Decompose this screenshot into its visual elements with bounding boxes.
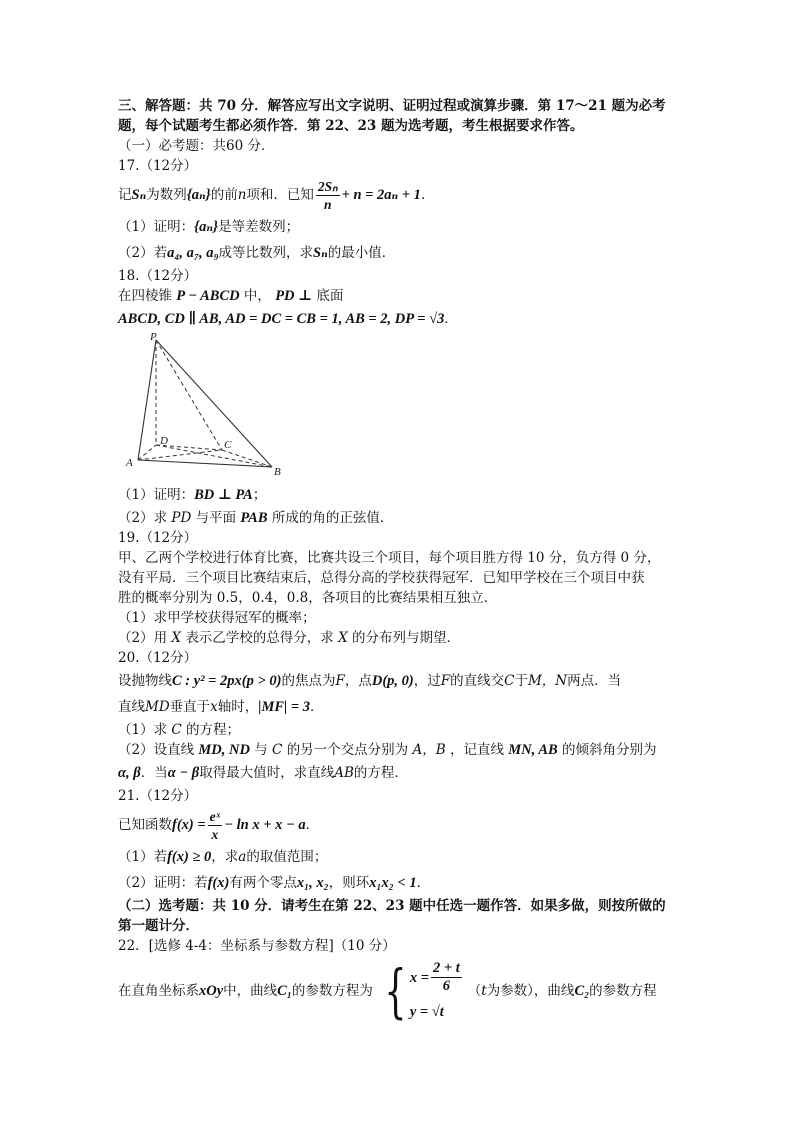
q20-part2-2 xyxy=(118,760,678,786)
text: 两点．当 xyxy=(567,673,622,689)
fraction-denominator: x xyxy=(211,826,219,842)
text: 轴时， xyxy=(217,699,259,715)
text: 表示乙学校的总得分，求 xyxy=(185,630,334,646)
label-B: B xyxy=(274,466,281,478)
fraction xyxy=(431,960,462,995)
text: ，求 xyxy=(211,849,239,865)
q20-stem-1 xyxy=(118,668,678,694)
math-lines: MD, ND xyxy=(198,742,250,758)
math-x-lhs: x = xyxy=(409,969,429,986)
math-c: C xyxy=(171,722,182,738)
q22-header: 22．[选修 4-4：坐标系与参数方程]（10 分） xyxy=(118,938,396,954)
fraction-numerator: 2 + t xyxy=(432,960,460,976)
text: （2）求 xyxy=(118,510,168,526)
text: （2）证明：若 xyxy=(118,875,208,891)
q17-header: 17.（12分） xyxy=(118,158,198,174)
text: 的最小值． xyxy=(327,245,396,261)
math-ab: A，B xyxy=(412,742,446,758)
q19-part2 xyxy=(118,628,678,648)
text: 的参数方程 xyxy=(589,983,657,999)
text: 的前 xyxy=(210,187,238,203)
text: 的直线交 xyxy=(450,673,505,689)
fraction-numerator: 2Sₙ xyxy=(317,178,338,194)
math-diff: α − β xyxy=(167,765,200,781)
math-f: F xyxy=(335,673,345,689)
math-n: n xyxy=(237,187,247,203)
label-C: C xyxy=(224,439,232,451)
text: 为数列 xyxy=(146,187,187,203)
text: ． xyxy=(310,699,324,715)
text: ，记直线 xyxy=(449,742,504,758)
text: 与 xyxy=(254,742,268,758)
section-heading: 三、解答题：共 70 分．解答应写出文字说明、证明过程或演算步骤．第 17～21 题为必考 xyxy=(118,98,666,114)
math-ineq: x₁x₂ < 1 xyxy=(369,875,417,891)
text: （2）若 xyxy=(118,245,168,261)
math-t: t xyxy=(481,983,487,999)
q20-header: 20.（12分） xyxy=(118,650,198,666)
pyramid-figure xyxy=(118,332,678,482)
fraction-denominator: 6 xyxy=(442,978,450,994)
text: ，过 xyxy=(413,673,441,689)
text: ． xyxy=(420,187,435,203)
label-D: D xyxy=(160,435,168,447)
math-ineq: f(x) ≥ 0 xyxy=(167,849,212,865)
text: 已知函数 xyxy=(118,817,172,833)
text: （1）求 xyxy=(118,722,168,738)
q19-part1: （1）求甲学校获得冠军的概率； xyxy=(118,610,316,626)
math-pyramid: P − ABCD xyxy=(176,288,240,304)
optional-heading-cont: 第一题计分． xyxy=(118,918,199,934)
math-fx: f(x) xyxy=(207,875,230,891)
math-tail: − ln x + x − a xyxy=(224,817,306,833)
text: 项和．已知 xyxy=(246,187,314,203)
math-terms: a₄, a₇, a₉ xyxy=(167,245,219,261)
optional-heading: （二）选考题：共 10 分．请考生在第 22、23 题中任选一题作答．如果多做，则按所做的 xyxy=(118,898,666,914)
math-zeros: x₁, x₂ xyxy=(296,875,329,891)
q22-stem xyxy=(118,956,678,1026)
text: 成等比数列，求 xyxy=(218,245,314,261)
math-lines: MN, AB xyxy=(508,742,558,758)
q18-stem xyxy=(118,286,678,306)
system-rows xyxy=(410,960,464,1022)
text: 中，曲线 xyxy=(223,983,278,999)
math-seq: {aₙ} xyxy=(186,187,211,203)
math-fx: f(x) = xyxy=(172,817,206,833)
system-row-y: y = √t xyxy=(409,1004,444,1020)
text: （2）设直线 xyxy=(118,742,195,758)
label-A: A xyxy=(126,457,133,469)
math-x: x xyxy=(210,699,218,715)
math-c: C xyxy=(272,742,283,758)
text: ． xyxy=(444,311,458,327)
text: 与平面 xyxy=(195,510,237,526)
math-a: a xyxy=(238,849,247,865)
fraction-numerator: eˣ xyxy=(209,808,221,824)
edge-AB xyxy=(138,460,272,467)
math-c2: C₂ xyxy=(574,983,590,999)
text: 取得最大值时，求直线 xyxy=(199,765,335,781)
text: 为参数），曲线 xyxy=(486,983,575,999)
text: ； xyxy=(252,487,267,503)
text: ，则环 xyxy=(328,875,370,891)
text: 中， xyxy=(243,288,271,304)
q17-part1 xyxy=(118,214,678,240)
math-pd: PD xyxy=(171,510,192,526)
q18-part1 xyxy=(118,482,678,508)
math-x: X xyxy=(171,630,182,646)
math-sn: Sₙ xyxy=(131,187,147,203)
edge-AC xyxy=(138,450,222,460)
text: 底面 xyxy=(316,288,344,304)
math-seq: {aₙ} xyxy=(194,219,219,235)
math-angles: α, β xyxy=(118,765,141,781)
q21-stem xyxy=(118,806,678,844)
system-row-x xyxy=(410,960,464,995)
label-P: P xyxy=(150,332,157,343)
text: ，点 xyxy=(344,673,372,689)
q20-stem-2 xyxy=(118,694,678,720)
text: 所成的角的正弦值． xyxy=(271,510,394,526)
fraction-denominator: n xyxy=(323,196,332,212)
math-c1: C₁ xyxy=(277,983,292,999)
q19-header: 19.（12分） xyxy=(118,530,198,546)
text: 在四棱锥 xyxy=(118,288,172,304)
math-mn: M，N xyxy=(527,673,568,689)
math-eq: + n = 2aₙ + 1 xyxy=(341,187,421,203)
text: 在直角坐标系 xyxy=(118,983,199,999)
fraction xyxy=(316,178,340,213)
text: 的另一个交点分别为 xyxy=(286,742,409,758)
fraction xyxy=(208,808,223,843)
math-md: MD xyxy=(145,699,170,715)
q17-stem xyxy=(118,176,678,214)
text: ． xyxy=(416,875,431,891)
section-heading-cont: 题，每个试题考生都必须作答．第 22、23 题为选考题，考生根据要求作答。 xyxy=(118,118,584,134)
q21-part1 xyxy=(118,844,678,870)
math-point: D(p, 0) xyxy=(371,673,414,689)
text: ．当 xyxy=(140,765,168,781)
q20-part1 xyxy=(118,720,678,740)
math-ab: AB xyxy=(334,765,354,781)
required-heading: （一）必考题：共60 分． xyxy=(118,138,275,154)
text: 的焦点为 xyxy=(281,673,336,689)
q19-stem-1: 甲、乙两个学校进行体育比赛，比赛共设三个项目，每个项目胜方得 10 分，负方得 0 分， xyxy=(118,550,661,566)
q18-conditions xyxy=(118,306,678,332)
text: 的方程； xyxy=(186,722,241,738)
text: 的倾斜角分别为 xyxy=(561,742,657,758)
exam-page xyxy=(118,96,678,1026)
text: （ xyxy=(467,983,482,999)
math-perp: PD ⊥ xyxy=(275,288,313,304)
q17-part2 xyxy=(118,240,678,266)
text: 是等差数列； xyxy=(218,219,300,235)
q18-part2 xyxy=(118,508,678,528)
math-plane: PAB xyxy=(240,510,268,526)
pyramid-diagram xyxy=(124,332,284,482)
text: （1）若 xyxy=(118,849,168,865)
q20-part2-1 xyxy=(118,740,678,760)
q21-header: 21.（12分） xyxy=(118,788,198,804)
text: 直线 xyxy=(118,699,145,715)
math-conditions: ABCD, CD ∥ AB, AD = DC = CB = 1, AB = 2, DP = √3 xyxy=(118,311,445,327)
math-f: F xyxy=(440,673,451,689)
text: 的参数方程为 xyxy=(291,983,373,999)
q18-header: 18.（12分） xyxy=(118,268,198,284)
math-sn: Sₙ xyxy=(313,245,328,261)
text: 于 xyxy=(514,673,528,689)
text: ． xyxy=(305,817,320,833)
brace-symbol: { xyxy=(384,957,407,1025)
math-mf: |MF| = 3 xyxy=(258,699,310,715)
equation-system xyxy=(377,957,464,1025)
text: （1）证明： xyxy=(118,487,195,503)
math-xoy: xOy xyxy=(199,983,224,999)
text: 记 xyxy=(118,187,132,203)
text: （1）证明： xyxy=(118,219,195,235)
edge-PA xyxy=(138,340,156,460)
text: 设抛物线 xyxy=(118,673,172,689)
q19-stem-3: 胜的概率分别为 0.5，0.4，0.8，各项目的比赛结果相互独立． xyxy=(118,590,498,606)
text: 有两个零点 xyxy=(229,875,297,891)
math-x: X xyxy=(338,630,348,646)
text: 的分布列与期望． xyxy=(352,630,461,646)
q21-part2 xyxy=(118,870,678,896)
text: 的方程． xyxy=(353,765,408,781)
math-curve: C : y² = 2px(p > 0) xyxy=(172,673,282,689)
edge-PC xyxy=(156,340,222,450)
text: 的取值范围； xyxy=(246,849,328,865)
text: （2）用 xyxy=(118,630,168,646)
math-c: C xyxy=(504,673,515,689)
q19-stem-2: 没有平局．三个项目比赛结束后，总得分高的学校获得冠军．已知甲学校在三个项目中获 xyxy=(118,570,645,586)
text: 垂直于 xyxy=(169,699,211,715)
math-perp: BD ⊥ PA xyxy=(194,487,253,503)
